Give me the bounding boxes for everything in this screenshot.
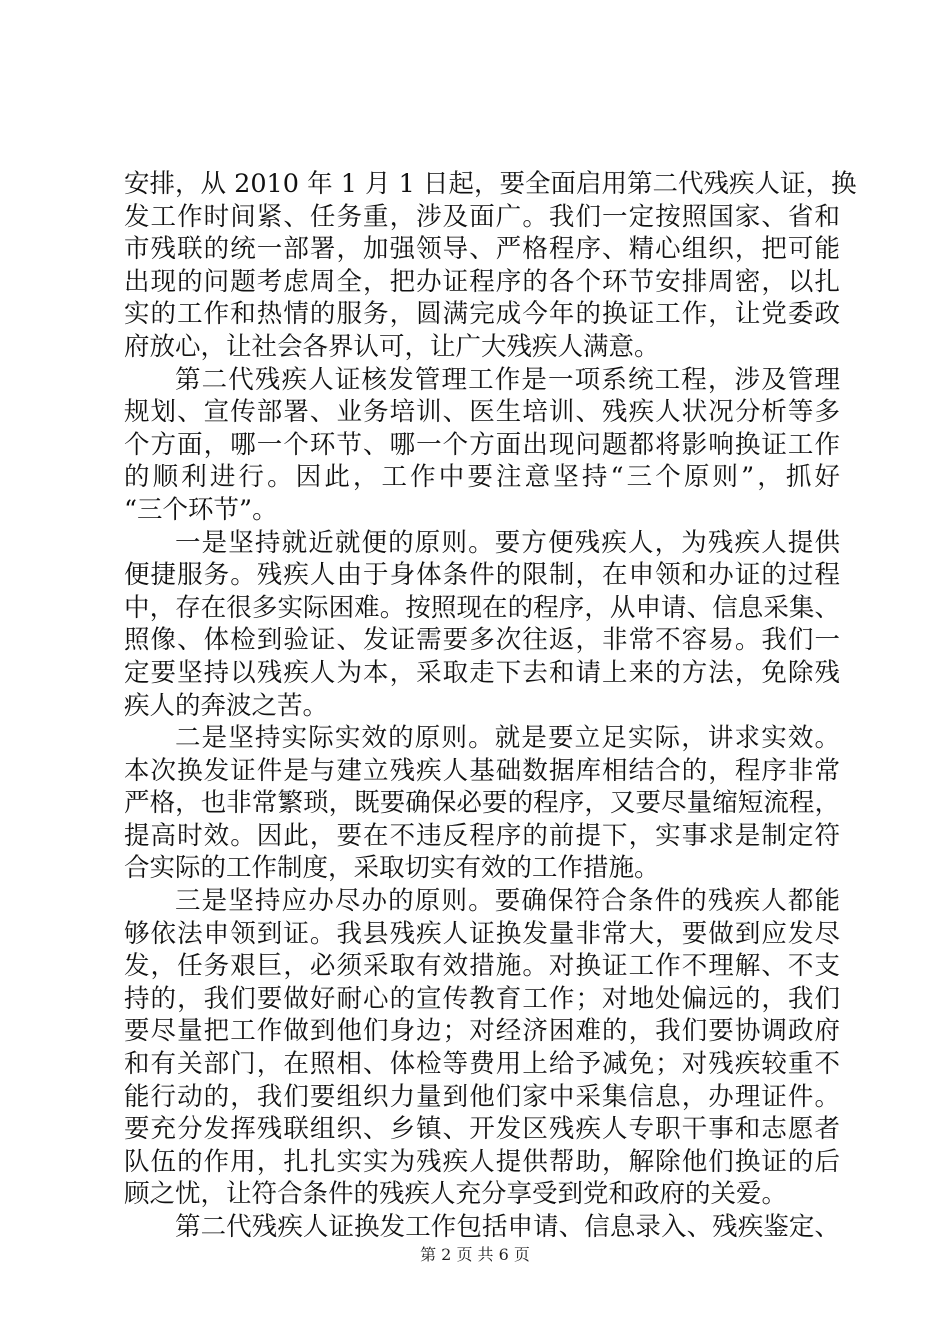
text-line: 照像、体检到验证、发证需要多次往返，非常不容易。我们一: [124, 625, 840, 656]
text-line: 要充分发挥残联组织、乡镇、开发区残疾人专职干事和志愿者: [124, 1114, 840, 1145]
text-line: 中，存在很多实际困难。按照现在的程序，从申请、信息采集、: [124, 592, 840, 623]
text-line: 便捷服务。残疾人由于身体条件的限制，在申领和办证的过程: [124, 560, 840, 591]
text-line: 发工作时间紧、任务重，涉及面广。我们一定按照国家、省和: [124, 201, 840, 232]
text-line: 府放心，让社会各界认可，让广大残疾人满意。: [124, 331, 660, 362]
text-line: 一是坚持就近就便的原则。要方便残疾人，为残疾人提供: [175, 527, 840, 558]
text-line: 个方面，哪一个环节、哪一个方面出现问题都将影响换证工作: [124, 429, 840, 460]
text-line: 够依法申领到证。我县残疾人证换发量非常大，要做到应发尽: [124, 918, 840, 949]
text-line: 二是坚持实际实效的原则。就是要立足实际，讲求实效。: [175, 723, 840, 754]
text-line: 第二代残疾人证核发管理工作是一项系统工程，涉及管理: [175, 364, 840, 395]
text-line: 顾之忧，让符合条件的残疾人充分享受到党和政府的关爱。: [124, 1179, 788, 1210]
text-line: 提高时效。因此，要在不违反程序的前提下，实事求是制定符: [124, 820, 840, 851]
text-line: 定要坚持以残疾人为本，采取走下去和请上来的方法，免除残: [124, 657, 840, 688]
paragraph: [124, 527, 840, 723]
text-line: 严格，也非常繁琐，既要确保必要的程序，又要尽量缩短流程，: [124, 788, 840, 819]
paragraph: [124, 1211, 840, 1244]
page-number-footer: 第 2 页 共 6 页: [420, 1245, 530, 1264]
text-line: 和有关部门，在照相、体检等费用上给予减免；对残疾较重不: [124, 1049, 840, 1080]
text-line: 要尽量把工作做到他们身边；对经济困难的，我们要协调政府: [124, 1016, 840, 1047]
text-line: 三是坚持应办尽办的原则。要确保符合条件的残疾人都能: [175, 886, 840, 917]
text-line: 队伍的作用，扎扎实实为残疾人提供帮助，解除他们换证的后: [124, 1146, 840, 1177]
text-line: 安排，从 2010 年 1 月 1 日起，要全面启用第二代残疾人证，换: [124, 169, 857, 199]
text-line: 本次换发证件是与建立残疾人基础数据库相结合的，程序非常: [124, 755, 840, 786]
text-line: 持的，我们要做好耐心的宣传教育工作；对地处偏远的，我们: [124, 983, 840, 1014]
text-line: 发，任务艰巨，必须采取有效措施。对换证工作不理解、不支: [124, 951, 840, 982]
paragraph: [124, 722, 840, 885]
paragraph: [124, 364, 840, 527]
text-line: 出现的问题考虑周全，把办证程序的各个环节安排周密，以扎: [124, 266, 840, 297]
text-line: 疾人的奔波之苦。: [124, 690, 329, 721]
text-line: 市残联的统一部署，加强领导、严格程序、精心组织，把可能: [124, 234, 840, 265]
text-line: 第二代残疾人证换发工作包括申请、信息录入、残疾鉴定、: [175, 1212, 840, 1242]
text-line: 合实际的工作制度，采取切实有效的工作措施。: [124, 853, 660, 884]
document-body: [124, 168, 857, 1244]
text-line: 规划、宣传部署、业务培训、医生培训、残疾人状况分析等多: [124, 397, 840, 428]
text-line: 的顺利进行。因此，工作中要注意坚持“三个原则”，抓好: [124, 462, 840, 493]
text-line: “三个环节”。: [124, 494, 278, 525]
paragraph: [124, 885, 840, 1211]
text-line: 实的工作和热情的服务，圆满完成今年的换证工作，让党委政: [124, 299, 840, 330]
paragraph: [124, 168, 857, 364]
text-line: 能行动的，我们要组织力量到他们家中采集信息，办理证件。: [124, 1081, 840, 1112]
